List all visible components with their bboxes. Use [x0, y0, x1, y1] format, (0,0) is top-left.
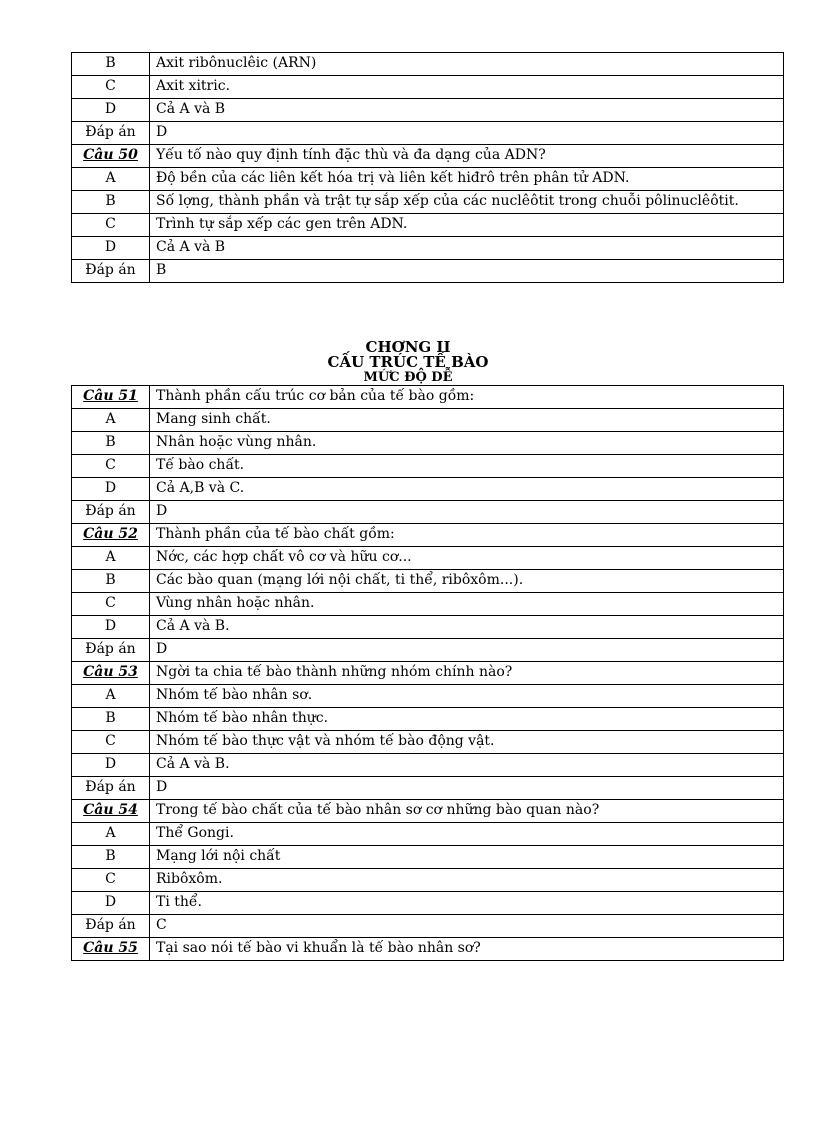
option-letter: A [72, 823, 150, 846]
question-text: Trong tế bào chất của tế bào nhân sơ cơ những bào quan nào? [150, 800, 784, 823]
option-text: Cả A và B. [150, 616, 784, 639]
question-text: Thành phần cấu trúc cơ bản của tế bào gồm: [150, 386, 784, 409]
answer-label: Đáp án [72, 639, 150, 662]
option-row [72, 432, 784, 455]
option-row [72, 869, 784, 892]
option-text: Cả A và B [150, 237, 784, 260]
question-table-top-body [72, 53, 784, 283]
answer-label: Đáp án [72, 501, 150, 524]
question-number: Câu 55 [72, 938, 150, 961]
option-text: Cả A,B và C. [150, 478, 784, 501]
option-letter: A [72, 547, 150, 570]
option-text: Cả A và B. [150, 754, 784, 777]
option-letter: B [72, 846, 150, 869]
option-row [72, 191, 784, 214]
question-text: Thành phần của tế bào chất gồm: [150, 524, 784, 547]
question-row [72, 938, 784, 961]
question-text: Yếu tố nào quy định tính đặc thù và đa dạng của ADN? [150, 145, 784, 168]
option-letter: C [72, 869, 150, 892]
option-text: Nớc, các hợp chất vô cơ và hữu cơ... [150, 547, 784, 570]
option-letter: A [72, 685, 150, 708]
option-letter: C [72, 76, 150, 99]
question-text: Tại sao nói tế bào vi khuẩn là tế bào nhân sơ? [150, 938, 784, 961]
question-row [72, 145, 784, 168]
question-text: Ngời ta chia tế bào thành những nhóm chính nào? [150, 662, 784, 685]
option-letter: B [72, 191, 150, 214]
option-row [72, 99, 784, 122]
option-row [72, 823, 784, 846]
option-text: Vùng nhân hoặc nhân. [150, 593, 784, 616]
option-row [72, 237, 784, 260]
answer-value: B [150, 260, 784, 283]
option-text: Nhóm tế bào nhân thực. [150, 708, 784, 731]
option-letter: D [72, 754, 150, 777]
answer-row [72, 777, 784, 800]
question-number: Câu 50 [72, 145, 150, 168]
option-text: Nhân hoặc vùng nhân. [150, 432, 784, 455]
option-row [72, 570, 784, 593]
question-number: Câu 52 [72, 524, 150, 547]
answer-label: Đáp án [72, 122, 150, 145]
option-letter: C [72, 214, 150, 237]
question-row [72, 662, 784, 685]
answer-row [72, 501, 784, 524]
option-row [72, 892, 784, 915]
option-row [72, 685, 784, 708]
question-number: Câu 53 [72, 662, 150, 685]
option-letter: D [72, 99, 150, 122]
answer-value: D [150, 777, 784, 800]
option-row [72, 53, 784, 76]
answer-row [72, 122, 784, 145]
answer-value: C [150, 915, 784, 938]
option-text: Các bào quan (mạng lới nội chất, ti thể, ribôxôm...). [150, 570, 784, 593]
question-table-bottom [71, 385, 784, 961]
question-table-bottom-body [72, 386, 784, 961]
option-text: Độ bền của các liên kết hóa trị và liên kết hiđrô trên phân tử ADN. [150, 168, 784, 191]
option-text: Cả A và B [150, 99, 784, 122]
chapter-title: CHƠNG II [365, 338, 451, 356]
option-text: Mang sinh chất. [150, 409, 784, 432]
option-row [72, 754, 784, 777]
answer-row [72, 639, 784, 662]
answer-label: Đáp án [72, 915, 150, 938]
answer-label: Đáp án [72, 260, 150, 283]
option-letter: B [72, 432, 150, 455]
option-letter: B [72, 53, 150, 76]
question-table-top [71, 52, 784, 283]
question-row [72, 524, 784, 547]
option-row [72, 616, 784, 639]
option-text: Ti thể. [150, 892, 784, 915]
option-text: Nhóm tế bào thực vật và nhóm tế bào động vật. [150, 731, 784, 754]
option-text: Axit xitric. [150, 76, 784, 99]
option-row [72, 455, 784, 478]
chapter-subtitle: CẤU TRÚC TẾ BÀO [327, 353, 489, 371]
question-row [72, 800, 784, 823]
option-text: Axit ribônuclêic (ARN) [150, 53, 784, 76]
difficulty-level-title: MỨC ĐỘ DỄ [363, 370, 453, 385]
option-letter: C [72, 731, 150, 754]
answer-value: D [150, 639, 784, 662]
option-letter: A [72, 168, 150, 191]
option-row [72, 409, 784, 432]
option-row [72, 593, 784, 616]
option-text: Số lợng, thành phần và trật tự sắp xếp của các nuclêôtit trong chuỗi pôlinuclêôtit. [150, 191, 784, 214]
question-number: Câu 54 [72, 800, 150, 823]
option-letter: C [72, 455, 150, 478]
option-letter: D [72, 892, 150, 915]
answer-value: D [150, 501, 784, 524]
option-letter: D [72, 616, 150, 639]
option-text: Ribôxôm. [150, 869, 784, 892]
option-row [72, 708, 784, 731]
option-row [72, 478, 784, 501]
option-text: Tế bào chất. [150, 455, 784, 478]
answer-label: Đáp án [72, 777, 150, 800]
option-letter: B [72, 570, 150, 593]
question-row [72, 386, 784, 409]
option-row [72, 547, 784, 570]
option-text: Trình tự sắp xếp các gen trên ADN. [150, 214, 784, 237]
answer-value: D [150, 122, 784, 145]
option-row [72, 76, 784, 99]
option-row [72, 731, 784, 754]
answer-row [72, 260, 784, 283]
option-letter: B [72, 708, 150, 731]
option-text: Thể Gongi. [150, 823, 784, 846]
option-letter: C [72, 593, 150, 616]
option-letter: A [72, 409, 150, 432]
option-letter: D [72, 237, 150, 260]
option-text: Mạng lới nội chất [150, 846, 784, 869]
option-row [72, 846, 784, 869]
option-text: Nhóm tế bào nhân sơ. [150, 685, 784, 708]
option-row [72, 168, 784, 191]
answer-row [72, 915, 784, 938]
question-number: Câu 51 [72, 386, 150, 409]
option-row [72, 214, 784, 237]
option-letter: D [72, 478, 150, 501]
